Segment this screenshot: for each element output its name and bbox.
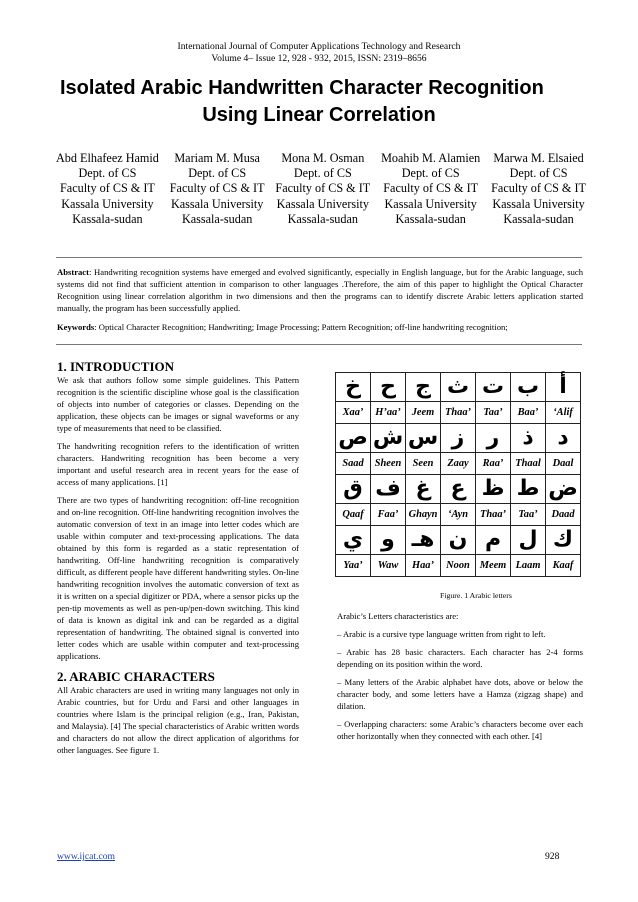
author-dept: Dept. of CS — [188, 166, 247, 181]
paragraph: The handwriting recognition refers to the identification of written characters. Handwriting recognition has been become a very important and useful research area in recent years for the ease of access of many applications. [1] — [57, 441, 299, 487]
author-block — [170, 151, 265, 227]
letter-name: Qaaf — [336, 504, 371, 526]
author-location: Kassala-sudan — [395, 211, 466, 226]
arabic-glyph: ز — [441, 424, 476, 453]
abstract-text: : Handwriting recognition systems have emerged and evolved significantly, especially in English language, but for the Arabic language, such systems did not find that sufficient attention in comparison to other languages .Therefore, the aim of this paper to highlight the Optical Character Recognition using linear correlation algorithm in two dimensions and then the programs can to identify discrete Arabic letters application started manually, the program has been successfully applied. — [57, 267, 583, 313]
author-faculty: Faculty of CS & IT — [60, 181, 155, 196]
letter-name: Ghayn — [406, 504, 441, 526]
author-dept: Dept. of CS — [293, 166, 352, 181]
letter-name: Jeem — [406, 402, 441, 424]
letter-name: Seen — [406, 453, 441, 475]
abstract-label: Abstract — [57, 267, 89, 277]
list-item: – Overlapping characters: some Arabic’s characters become over each other horizontally when they connected with each other. [4] — [337, 719, 583, 741]
author-dept: Dept. of CS — [78, 166, 137, 181]
letter-name: ‘Alif — [546, 402, 581, 424]
section-heading-arabic-characters: 2. ARABIC CHARACTERS — [57, 669, 215, 684]
letter-name: Zaay — [441, 453, 476, 475]
name-row — [336, 453, 581, 475]
letter-name: Raa’ — [476, 453, 511, 475]
title-line-1: Isolated Arabic Handwritten Character Recognition — [60, 77, 544, 99]
letter-name: ‘Ayn — [441, 504, 476, 526]
author-university: Kassala University — [61, 196, 154, 211]
arabic-glyph: ر — [476, 424, 511, 453]
arabic-glyph: غ — [406, 475, 441, 504]
letter-name: Taa’ — [476, 402, 511, 424]
author-location: Kassala-sudan — [287, 211, 359, 226]
keywords-text: : Optical Character Recognition; Handwriting; Image Processing; Pattern Recognition; off-line handwriting recognition; — [94, 322, 508, 332]
author-list — [56, 151, 586, 227]
arabic-glyph: ث — [441, 373, 476, 402]
arabic-glyph: م — [476, 526, 511, 555]
letter-name: Daad — [546, 504, 581, 526]
author-name: Mona M. Osman — [281, 151, 365, 165]
arabic-glyph: ض — [546, 475, 581, 504]
author-location: Kassala-sudan — [503, 211, 574, 226]
page-number: 928 — [545, 851, 560, 862]
arabic-glyph: ك — [546, 526, 581, 555]
arabic-glyph: ط — [511, 475, 546, 504]
arabic-glyph: ظ — [476, 475, 511, 504]
letter-name: Meem — [476, 555, 511, 577]
list-item: – Many letters of the Arabic alphabet have dots, above or below the character body, and some letters have a Hamza (zigzag shape) and dilation. — [337, 677, 583, 711]
glyph-row — [336, 526, 581, 555]
abstract — [57, 266, 583, 314]
letter-name: Thaa’ — [476, 504, 511, 526]
glyph-row — [336, 373, 581, 402]
letter-name: Noon — [441, 555, 476, 577]
author-block — [491, 151, 586, 227]
arabic-glyph: و — [371, 526, 406, 555]
author-university: Kassala University — [276, 196, 370, 211]
glyph-row — [336, 475, 581, 504]
right-column — [337, 610, 583, 748]
author-location: Kassala-sudan — [72, 211, 143, 226]
arabic-glyph: د — [546, 424, 581, 453]
divider — [56, 257, 582, 258]
letter-name: Xaa’ — [336, 402, 371, 424]
figure-caption: Figure. 1 Arabic letters — [440, 591, 512, 600]
journal-name: International Journal of Computer Applications Technology and Research — [177, 41, 461, 52]
arabic-glyph: ج — [406, 373, 441, 402]
paragraph: There are two types of handwriting recognition: off-line recognition and on-line recognition. Off-line handwriting recognition involves the automatic conversion of text in an image into letter codes which are usable within computer and text-processing applications. The data obtained by this form is regarded as a static representation of handwriting. Off-line handwriting recognition is comparatively difficult, as different people have different handwriting styles. On-line handwriting recognition involves the automatic conversion of text as it is written on a special digitizer or PDA, where a sensor picks up the pen-tip movements as well as pen-up/pen-down switching. This kind of data is known as digital ink and can be regarded as a digital representation of handwriting. The obtained signal is converted into letter codes which are usable within computer and text-processing applications. — [57, 495, 299, 661]
author-dept: Dept. of CS — [401, 166, 460, 181]
arabic-glyph: ق — [336, 475, 371, 504]
arabic-glyph: ح — [371, 373, 406, 402]
letter-name: Laam — [511, 555, 546, 577]
arabic-glyph: ص — [336, 424, 371, 453]
list-item: – Arabic has 28 basic characters. Each character has 2-4 forms depending on its position within the word. — [337, 647, 583, 669]
arabic-glyph: ع — [441, 475, 476, 504]
author-name: Mariam M. Musa — [174, 151, 260, 165]
keywords-label: Keywords — [57, 322, 95, 332]
arabic-glyph: ب — [511, 373, 546, 402]
list-item: – Arabic is a cursive type language written from right to left. — [337, 629, 546, 639]
letter-name: Baa’ — [511, 402, 546, 424]
letter-name: Taa’ — [511, 504, 546, 526]
author-faculty: Faculty of CS & IT — [383, 181, 479, 196]
letter-name: Haa’ — [406, 555, 441, 577]
arabic-glyph: ش — [371, 424, 406, 453]
arabic-glyph: أ — [546, 373, 581, 402]
paragraph: We ask that authors follow some simple guidelines. This Pattern recognition is the scientific discipline whose goal is the classification of objects into number of categories or classes. Depending on the application, these objects can be images or signal waveforms or any type of measurements that need to be classified. — [57, 375, 299, 433]
arabic-glyph: ت — [476, 373, 511, 402]
author-name: Abd Elhafeez Hamid — [56, 151, 159, 165]
arabic-glyph: ن — [441, 526, 476, 555]
arabic-glyph: هـ — [406, 526, 441, 555]
letter-name: Faa’ — [371, 504, 406, 526]
glyph-row — [336, 424, 581, 453]
arabic-glyph: ذ — [511, 424, 546, 453]
keywords — [57, 321, 583, 333]
paragraph: Arabic’s Letters characteristics are: — [337, 611, 459, 621]
letter-name: Kaaf — [546, 555, 581, 577]
arabic-glyph: ف — [371, 475, 406, 504]
letter-name: Sheen — [371, 453, 406, 475]
arabic-glyph: ل — [511, 526, 546, 555]
author-faculty: Faculty of CS & IT — [491, 181, 586, 196]
arabic-letters-figure — [335, 372, 581, 577]
letter-name: Saad — [336, 453, 371, 475]
letter-name: Thaal — [511, 453, 546, 475]
left-column — [57, 359, 299, 762]
journal-website-link[interactable]: www.ijcat.com — [57, 851, 115, 862]
letter-name: Daal — [546, 453, 581, 475]
name-row — [336, 555, 581, 577]
author-faculty: Faculty of CS & IT — [169, 181, 265, 196]
paper-title — [40, 75, 598, 129]
author-faculty: Faculty of CS & IT — [275, 181, 371, 196]
letter-name: Yaa’ — [336, 555, 371, 577]
author-university: Kassala University — [492, 196, 585, 211]
name-row — [336, 402, 581, 424]
arabic-glyph: س — [406, 424, 441, 453]
author-block — [56, 151, 159, 227]
letter-name: Waw — [371, 555, 406, 577]
divider — [56, 344, 582, 345]
name-row — [336, 504, 581, 526]
journal-volume: Volume 4– Issue 12, 928 - 932, 2015, ISSN: 2319–8656 — [211, 53, 427, 64]
arabic-glyph: خ — [336, 373, 371, 402]
author-dept: Dept. of CS — [509, 166, 568, 181]
author-university: Kassala University — [384, 196, 477, 211]
author-university: Kassala University — [170, 196, 264, 211]
author-block — [381, 151, 480, 227]
arabic-glyph: ي — [336, 526, 371, 555]
author-name: Moahib M. Alamien — [381, 151, 481, 165]
paragraph: All Arabic characters are used in writing many languages not only in Arabic countries, but for Urdu and Farsi and other languages in countries where Islam is the principal religion (e.g., Iran, Pakistan, and Malaysia). [4] The special characteristics of Arabic written words and characters do not allow the direct application of algorithms for other languages. See figure 1. — [57, 685, 299, 755]
author-location: Kassala-sudan — [181, 211, 253, 226]
letter-name: H’aa’ — [371, 402, 406, 424]
author-name: Marwa M. Elsaied — [493, 151, 584, 165]
letter-name: Thaa’ — [441, 402, 476, 424]
section-heading-introduction: 1. INTRODUCTION — [57, 359, 175, 374]
author-block — [275, 151, 370, 227]
title-line-2: Using Linear Correlation — [202, 104, 436, 126]
